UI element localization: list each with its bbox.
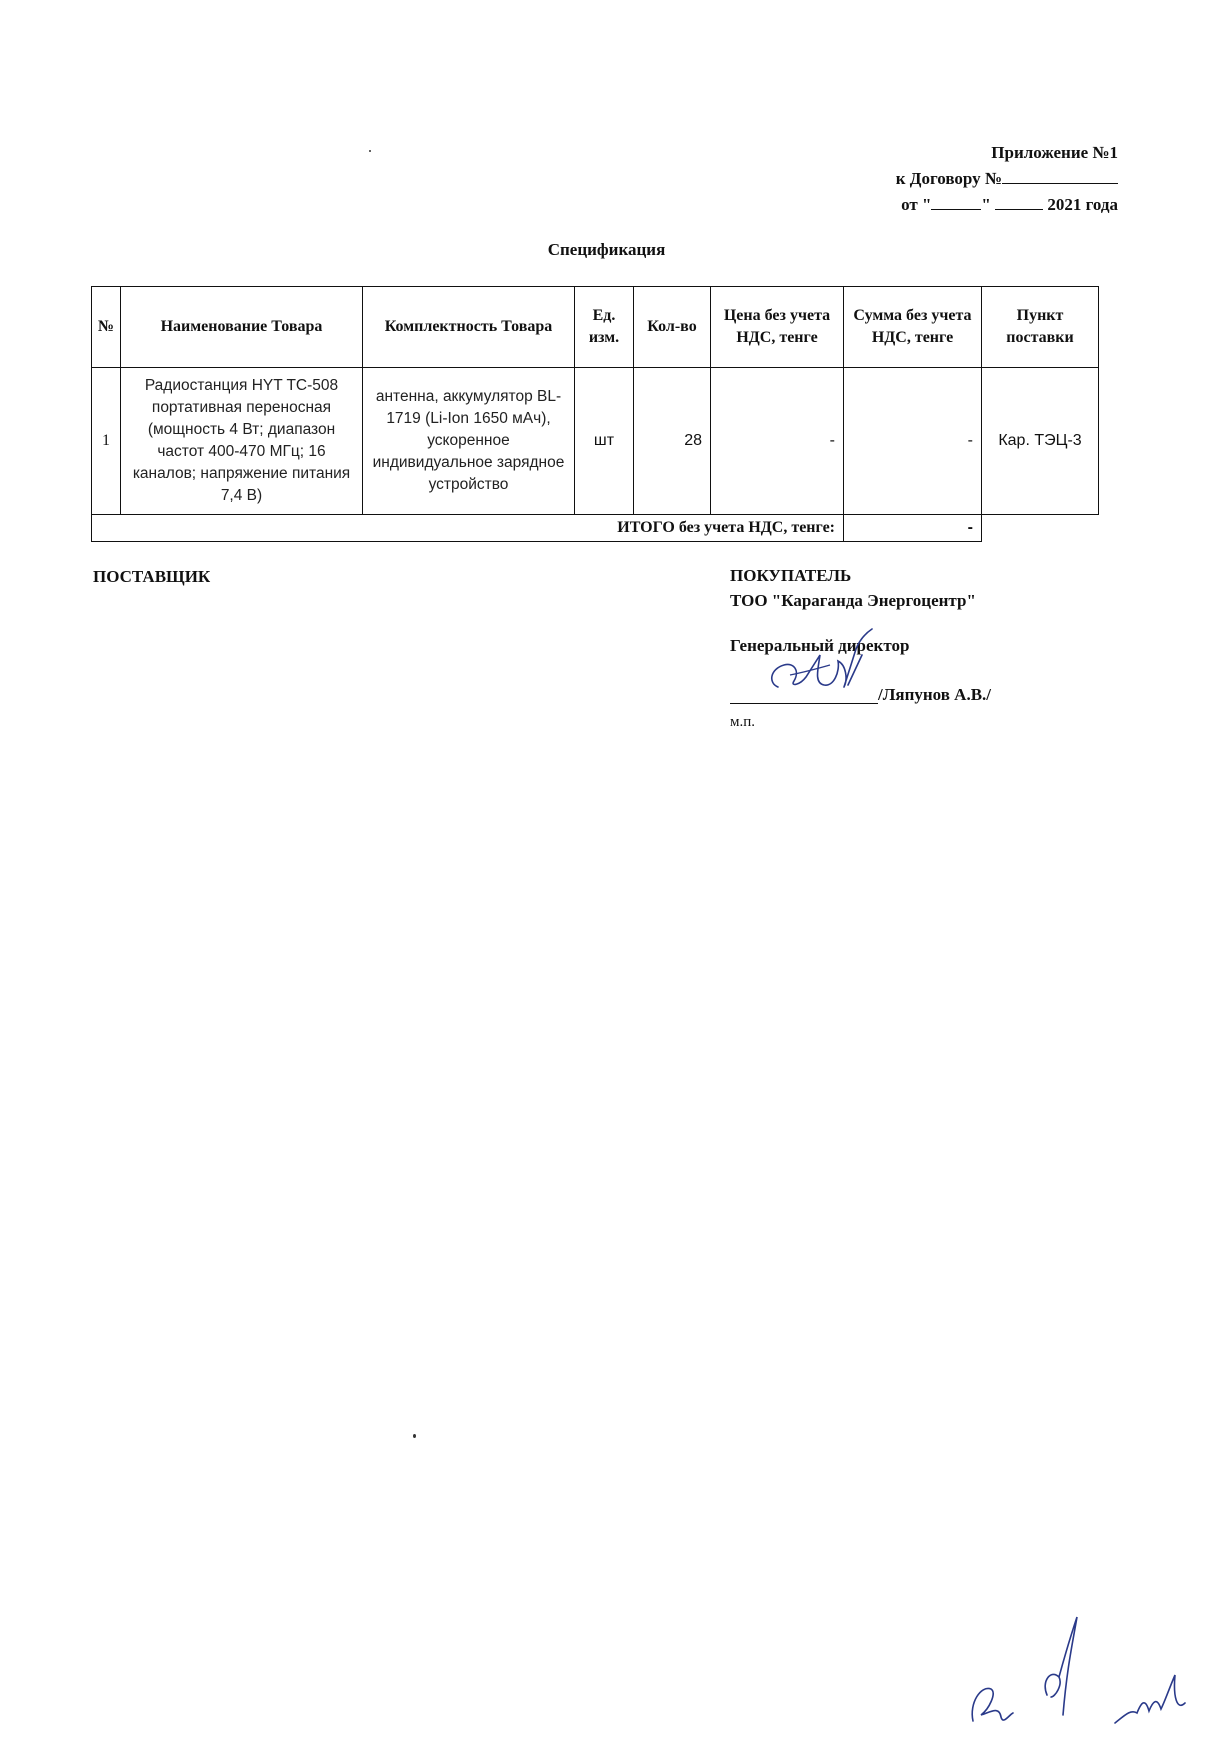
annex-title: Приложение №1 — [991, 143, 1118, 162]
total-empty-cell — [982, 515, 1099, 542]
total-value: - — [844, 515, 982, 542]
date-month-blank — [995, 193, 1043, 210]
buyer-signer: /Ляпунов А.В./ — [878, 685, 992, 704]
specification-title: Спецификация — [547, 240, 666, 259]
col-name-header: Наименование Товара — [121, 287, 363, 368]
scan-speck — [413, 1434, 416, 1438]
corner-initials — [955, 1585, 1195, 1735]
row-number: 1 — [92, 368, 121, 515]
total-row — [92, 515, 1099, 542]
supplier-label: ПОСТАВЩИК — [93, 567, 211, 586]
col-unit-header: Ед. изм. — [575, 287, 634, 368]
date-day-blank — [931, 193, 981, 210]
table-row — [92, 368, 1099, 515]
table-header-row — [92, 287, 1099, 368]
col-price-header: Цена без учета НДС, тенге — [711, 287, 844, 368]
specification-table — [91, 286, 1099, 542]
contract-number-blank — [1002, 167, 1118, 184]
stamp-place-label: м.п. — [730, 714, 756, 730]
col-completeness-header: Комплектность Товара — [363, 287, 575, 368]
col-number-header: № — [92, 287, 121, 368]
row-name: Радиостанция HYT TC-508 портативная переносная (мощность 4 Вт; диапазон частот 400-470 МГц; 16 каналов; напряжение питания 7,4 В) — [121, 368, 363, 515]
contract-date-line: от " " 2021 года — [901, 195, 1118, 214]
buyer-block — [730, 563, 976, 613]
col-sum-header: Сумма без учета НДС, тенге — [844, 287, 982, 368]
buyer-label: ПОКУПАТЕЛЬ — [730, 566, 852, 585]
contract-number-line: к Договору № — [896, 166, 1118, 192]
row-qty: 28 — [634, 368, 711, 515]
annex-header — [896, 140, 1118, 218]
director-signature — [760, 625, 880, 705]
total-label: ИТОГО без учета НДС, тенге: — [92, 515, 844, 542]
buyer-company: ТОО "Караганда Энергоцентр" — [730, 591, 976, 610]
buyer-position: Генеральный директор — [730, 636, 910, 655]
row-unit: шт — [575, 368, 634, 515]
row-delivery: Кар. ТЭЦ-3 — [982, 368, 1099, 515]
row-price: - — [711, 368, 844, 515]
row-sum: - — [844, 368, 982, 515]
scan-speck — [369, 150, 371, 152]
col-qty-header: Кол-во — [634, 287, 711, 368]
col-delivery-header: Пункт поставки — [982, 287, 1099, 368]
row-completeness: антенна, аккумулятор BL-1719 (Li-Ion 1650 мАч), ускоренное индивидуальное зарядное устройство — [363, 368, 575, 515]
